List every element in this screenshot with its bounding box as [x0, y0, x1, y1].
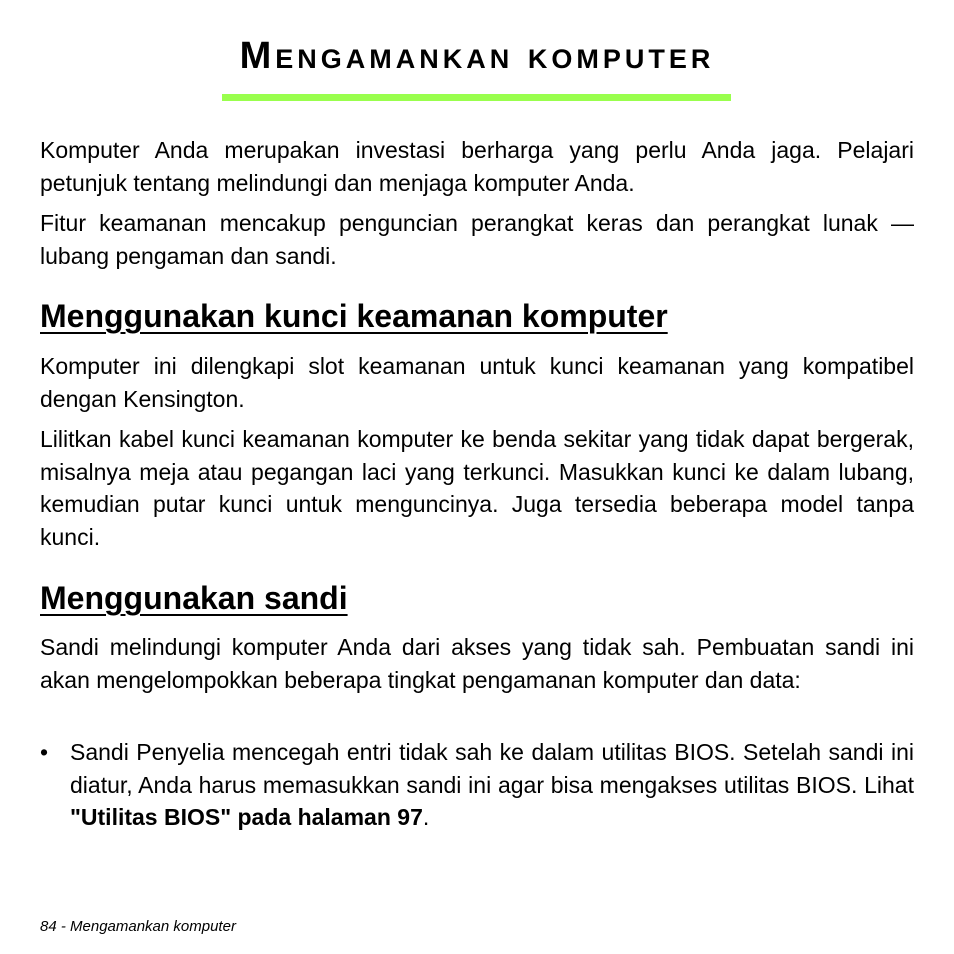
bullet-body-text: Sandi Penyelia mencegah entri tidak sah ke dalam utilitas BIOS. Setelah sandi ini diatur, Anda harus memasukkan sandi ini agar bisa mengakses utilitas BIOS. Lihat [70, 739, 914, 798]
chapter-title: Mengamankan komputer [239, 35, 715, 77]
section-heading-password: Menggunakan sandi [40, 580, 348, 616]
password-paragraph-1: Sandi melindungi komputer Anda dari akses yang tidak sah. Pembuatan sandi ini akan mengelompokkan beberapa tingkat pengamanan komputer dan data: [40, 634, 914, 693]
lock-paragraph-1: Komputer ini dilengkapi slot keamanan untuk kunci keamanan yang kompatibel dengan Kensington. [40, 353, 914, 412]
intro-paragraph-2: Fitur keamanan mencakup penguncian perangkat keras dan perangkat lunak — lubang pengaman dan sandi. [40, 210, 914, 269]
bullet-mark: • [40, 739, 49, 765]
lock-paragraph-2: Lilitkan kabel kunci keamanan komputer ke benda sekitar yang tidak dapat bergerak, misalnya meja atau pegangan laci yang terkunci. Masukkan kunci ke dalam lubang, kemudian putar kunci untuk menguncinya. Juga tersedia beberapa model tanpa kunci. [40, 426, 914, 550]
document-page [40, 0, 914, 954]
bullet-end-punctuation: . [422, 804, 430, 830]
section-heading-security-lock: Menggunakan kunci keamanan komputer [40, 298, 668, 334]
title-underline-rule [222, 94, 731, 101]
page-footer: 84 - Mengamankan komputer [40, 918, 236, 935]
bios-utility-cross-reference-link[interactable]: "Utilitas BIOS" pada halaman 97 [70, 804, 423, 830]
intro-paragraph-1: Komputer Anda merupakan investasi berharga yang perlu Anda jaga. Pelajari petunjuk tentang melindungi dan menjaga komputer Anda. [40, 137, 914, 196]
list-item [40, 736, 914, 834]
bullet-text [70, 736, 914, 834]
